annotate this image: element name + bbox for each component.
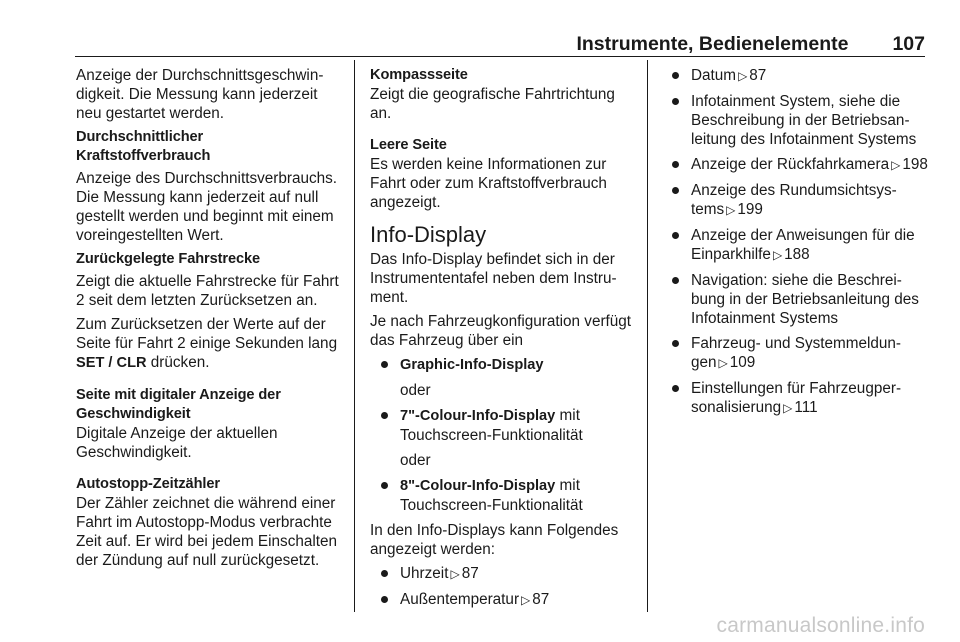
shown-items-list — [370, 564, 632, 610]
list-item — [666, 92, 930, 149]
triangle-right-outline-icon: ▷ — [521, 593, 531, 607]
header-rule — [75, 56, 925, 57]
list-item — [666, 334, 930, 373]
paragraph-avg-fuel: Anzeige des Durchschnittsverbrauchs. Die Messung kann jederzeit auf null gestellt werden und beginnt mit einem voreingestellten Wert. — [76, 170, 338, 244]
list-item-text: Infotainment System, siehe die Beschreibung in der Betriebsanleitung des Infotainment Systems — [691, 93, 917, 148]
list-item-text: Fahrzeug- und Systemmeldungen — [691, 335, 902, 371]
page-number: 107 — [892, 33, 925, 55]
paragraph-config: Je nach Fahrzeugkonfiguration verfügt das Fahrzeug über ein — [370, 313, 632, 349]
page-ref: 109 — [729, 354, 756, 371]
watermark: carmanualsonline.info — [716, 614, 925, 637]
triangle-right-outline-icon: ▷ — [783, 401, 793, 415]
heading-info-display: Info-Display — [370, 222, 487, 247]
triangle-right-outline-icon: ▷ — [450, 567, 460, 581]
paragraph-compass: Zeigt die geografische Fahrtrichtung an. — [370, 86, 615, 122]
reset-text: Zum Zurücksetzen der Werte auf der Seite für Fahrt 2 einige Sekunden lang — [76, 316, 338, 352]
column-divider-1 — [354, 60, 355, 612]
set-clr-label: SET / CLR — [76, 355, 147, 371]
item-clock: Uhrzeit — [400, 565, 449, 582]
heading-compass: Kompassseite — [370, 67, 468, 83]
list-item-or: oder — [400, 452, 431, 469]
column-2 — [370, 66, 632, 616]
column-1 — [76, 66, 341, 575]
list-item — [370, 406, 632, 445]
paragraph-empty-page: Es werden keine Informationen zur Fahrt oder zum Kraftstoffverbrauch angezeigt. — [370, 156, 607, 211]
triangle-right-outline-icon: ▷ — [772, 248, 783, 262]
list-item-or: oder — [400, 382, 431, 399]
page-title: Instrumente, Bedienelemente — [576, 33, 849, 55]
list-item — [370, 590, 632, 610]
list-item-text: Datum — [691, 67, 737, 84]
heading-digital-speed: Seite mit digitaler Anzeige der Geschwindigkeit — [76, 387, 281, 422]
graphic-info-display-label: Graphic-Info-Display — [400, 357, 544, 373]
colour-8-rest: mit Touchscreen-Funktionalität — [400, 477, 583, 514]
page-ref: 198 — [902, 156, 928, 173]
list-item-text: Einstellungen für Fahrzeugpersonalisierung — [691, 380, 902, 416]
item-outside-temp: Außentemperatur — [400, 591, 520, 608]
page-ref: 87 — [749, 67, 767, 84]
column-3 — [666, 66, 930, 424]
info-display-items-list — [666, 66, 930, 418]
reset-text-end: drücken. — [146, 354, 210, 371]
triangle-right-outline-icon: ▷ — [726, 203, 736, 217]
list-item — [370, 564, 632, 584]
list-item — [666, 181, 930, 220]
page-ref: 199 — [737, 201, 763, 218]
triangle-right-outline-icon: ▷ — [891, 158, 901, 172]
page-header — [75, 28, 925, 56]
list-item-text: Navigation: siehe die Beschreibung in der Betriebsanleitung des Infotainment Systems — [691, 272, 919, 327]
triangle-right-outline-icon: ▷ — [718, 356, 728, 370]
paragraph-digital-speed: Digitale Anzeige der aktuellen Geschwindigkeit. — [76, 425, 278, 461]
colour-8-label: 8"-Colour-Info-Display — [400, 478, 556, 494]
paragraph-shown-items: In den Info-Displays kann Folgendes angezeigt werden: — [370, 522, 619, 558]
list-item — [666, 226, 930, 265]
page-ref: 87 — [461, 565, 479, 582]
list-item — [370, 355, 632, 375]
list-item — [666, 379, 930, 418]
list-item — [666, 66, 930, 86]
heading-autostop-timer: Autostopp-Zeitzähler — [76, 476, 220, 492]
heading-empty-page: Leere Seite — [370, 137, 447, 153]
list-item-text: Anzeige der Rückfahrkamera — [691, 156, 890, 173]
list-item-text: Anzeige des Rundumsichtsystems — [691, 182, 897, 218]
paragraph-info-display: Das Info-Display befindet sich in der Instrumententafel neben dem Instrument. — [370, 251, 617, 306]
paragraph-reset — [76, 315, 341, 373]
list-item — [666, 155, 930, 175]
page-ref: 111 — [794, 399, 818, 416]
list-item-text: Anzeige der Anweisungen für die Einparkhilfe — [691, 227, 915, 263]
list-item — [370, 476, 632, 515]
heading-trip-distance: Zurückgelegte Fahrstrecke — [76, 251, 261, 267]
colour-7-rest: mit Touchscreen-Funktionalität — [400, 407, 583, 444]
paragraph-autostop-timer: Der Zähler zeichnet die während einer Fahrt im Autostopp-Modus verbrachte Zeit auf. Er wird bei jedem Einschalten der Zündung auf null zurückgesetzt. — [76, 495, 338, 569]
column-divider-2 — [647, 60, 648, 612]
list-item — [666, 271, 930, 328]
paragraph-trip-distance: Zeigt die aktuelle Fahrstrecke für Fahrt 2 seit dem letzten Zurücksetzen an. — [76, 273, 339, 309]
triangle-right-outline-icon: ▷ — [738, 69, 748, 83]
display-list — [370, 355, 632, 515]
page-ref: 188 — [784, 246, 810, 263]
colour-7-label: 7"-Colour-Info-Display — [400, 408, 556, 424]
page-ref: 87 — [532, 591, 550, 608]
paragraph-avg-speed: Anzeige der Durchschnittsgeschwindigkeit. Die Messung kann jederzeit neu gestartet werden. — [76, 67, 324, 122]
heading-avg-fuel: Durchschnittlicher Kraftstoffverbrauch — [76, 129, 211, 164]
